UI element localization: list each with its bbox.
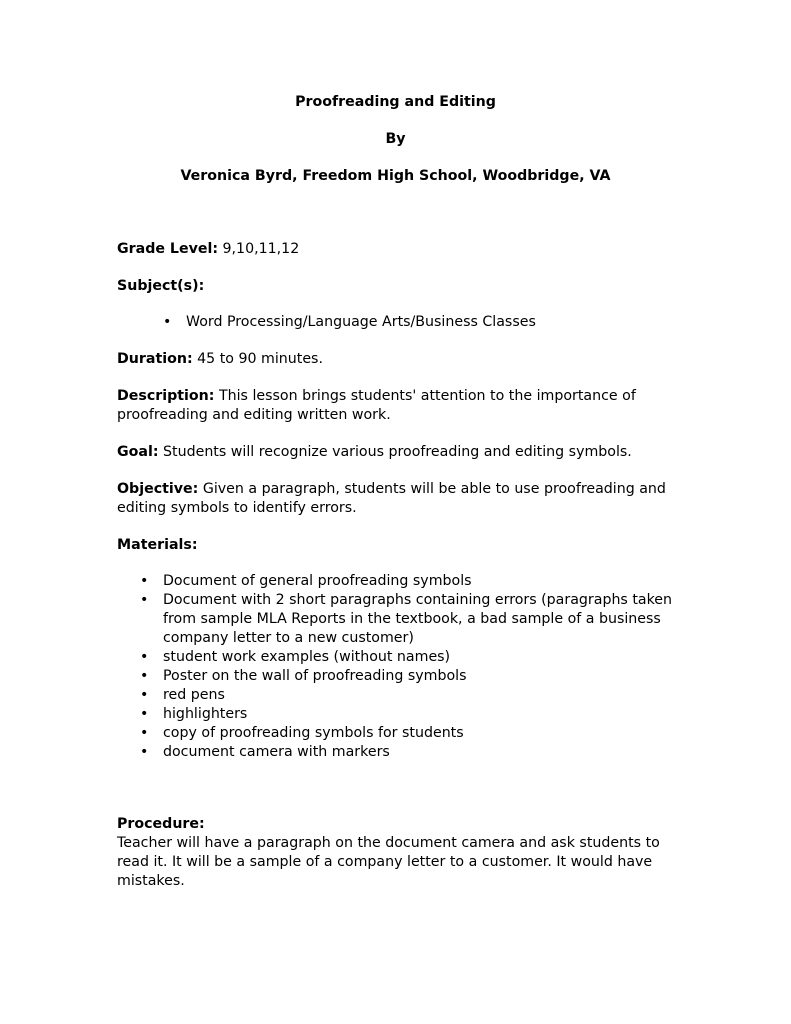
duration-value: 45 to 90 minutes. <box>192 351 323 367</box>
goal-label: Goal: <box>117 444 159 460</box>
bullet-icon: • <box>140 592 149 608</box>
bullet-icon: • <box>140 649 149 665</box>
list-item: • Poster on the wall of proofreading symbols <box>140 668 467 684</box>
materials-label: Materials: <box>117 537 198 553</box>
description-label: Description: <box>117 388 215 404</box>
duration-line <box>117 350 677 369</box>
goal-value: Students will recognize various proofreading and editing symbols. <box>158 444 632 460</box>
subjects-list <box>117 313 677 332</box>
procedure-section <box>117 815 677 891</box>
procedure-label: Procedure: <box>117 816 205 832</box>
procedure-text-line: Teacher will have a paragraph on the document camera and ask students to <box>117 835 660 851</box>
bullet-icon: • <box>140 706 149 722</box>
document-title: Proofreading and Editing <box>295 94 496 110</box>
bullet-icon: • <box>140 668 149 684</box>
list-item: • document camera with markers <box>140 744 390 760</box>
list-item: • student work examples (without names) <box>140 649 451 665</box>
list-item: • Document of general proofreading symbols <box>140 573 472 589</box>
list-item: • copy of proofreading symbols for students <box>140 725 464 741</box>
description-paragraph: Description: This lesson brings students' attention to the importance of proofreading and editing written work. <box>117 388 636 423</box>
bullet-icon: • <box>140 725 149 741</box>
list-item: • highlighters <box>140 706 248 722</box>
bullet-icon: • <box>140 573 149 589</box>
subjects-label: Subject(s): <box>117 278 205 294</box>
byline-by: By <box>385 131 406 147</box>
procedure-text-line: mistakes. <box>117 873 185 889</box>
materials-list <box>117 572 677 762</box>
list-item: • red pens <box>140 687 225 703</box>
objective-paragraph: Objective: Given a paragraph, students will be able to use proofreading and editing symbols to identify errors. <box>117 481 666 516</box>
bullet-icon: • <box>140 687 149 703</box>
duration-label: Duration: <box>117 351 193 367</box>
bullet-icon: • <box>163 314 172 330</box>
grade-level-value: 9,10,11,12 <box>218 241 300 257</box>
objective-label: Objective: <box>117 481 199 497</box>
author-line: Veronica Byrd, Freedom High School, Woodbridge, VA <box>180 168 611 184</box>
list-item: • Word Processing/Language Arts/Business Classes <box>163 314 536 330</box>
grade-level-line <box>117 240 677 259</box>
goal-line <box>117 443 677 462</box>
list-item: • Document with 2 short paragraphs containing errors (paragraphs taken from sample MLA Reports in the textbook, a bad sample of a business company letter to a new customer) <box>140 592 673 646</box>
bullet-icon: • <box>140 744 149 760</box>
grade-level-label: Grade Level: <box>117 241 219 257</box>
procedure-text-line: read it. It will be a sample of a company letter to a customer. It would have <box>117 854 653 870</box>
